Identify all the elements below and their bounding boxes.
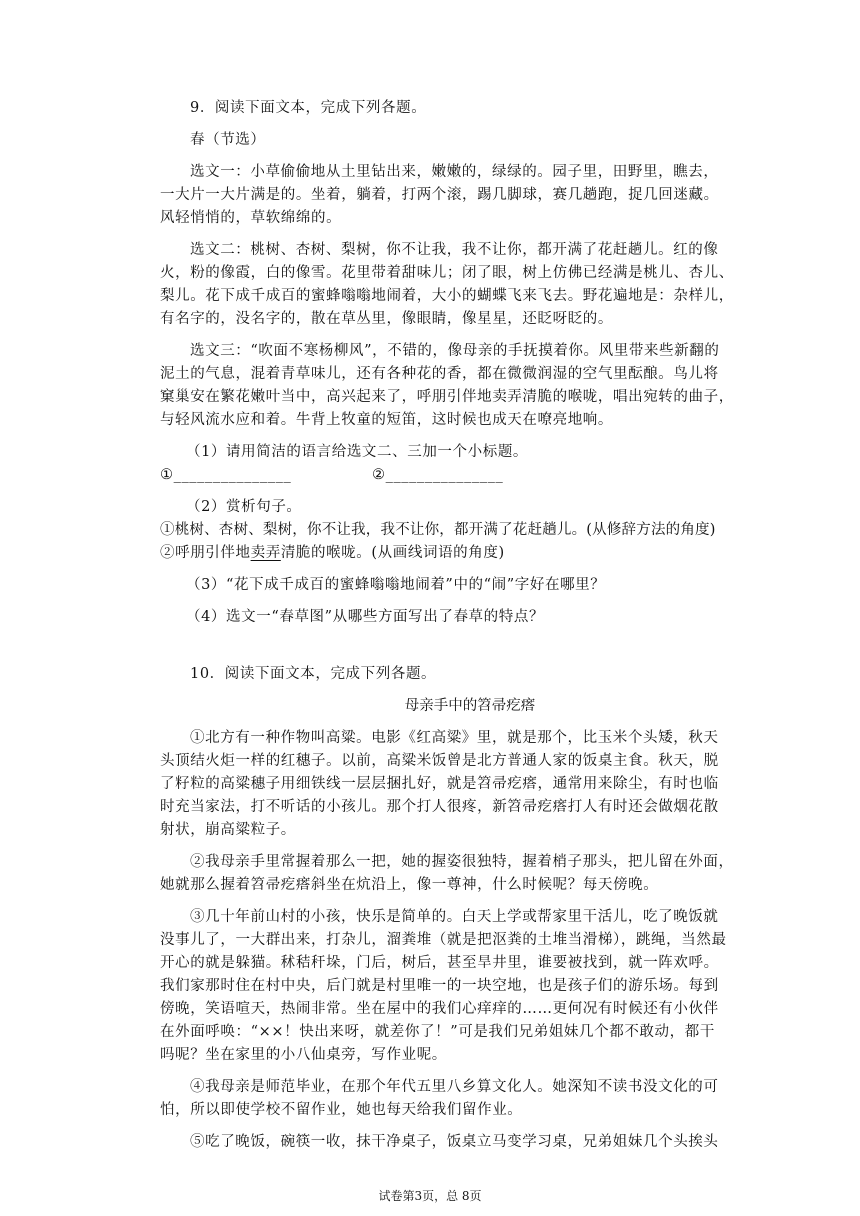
p5-line: ⑤吃了晚饭，碗筷一收，抹干净桌子，饭桌立马变学习桌，兄弟姐妹几个头挨头 bbox=[190, 1134, 719, 1150]
q9-sub2-b bbox=[160, 544, 505, 562]
q9-sub2-b-suffix: 清脆的喉咙。(从画线词语的角度) bbox=[280, 545, 505, 561]
p3-line: 开心的就是躲猫。秫秸秆垛，门后，树后，甚至旱井里，谁要被找到，就一阵欢呼。 bbox=[160, 955, 719, 971]
p1-line: 了籽粒的高粱穗子用细铁线一层层捆扎好，就是笤帚疙瘩，通常用来除尘，有时也临 bbox=[160, 776, 719, 792]
passage3-line: 选文三：“吹面不寒杨柳风”，不错的，像母亲的手抚摸着你。风里带来些新翻的 bbox=[190, 343, 720, 359]
passage2-line: 梨儿。花下成千成百的蜜蜂嗡嗡地闹着，大小的蝴蝶飞来飞去。野花遍地是：杂样儿， bbox=[160, 288, 734, 304]
q9-sub4: （4）选文一“春草图”从哪些方面写出了春草的特点？ bbox=[186, 609, 545, 625]
underlined-word: 卖弄 bbox=[250, 545, 281, 561]
passage3-line: 窠巢安在繁花嫩叶当中，高兴起来了，呼朋引伴地卖弄清脆的喉咙，唱出宛转的曲子， bbox=[160, 389, 734, 405]
q9-sub3: （3）“花下成千成百的蜜蜂嗡嗡地闹着”中的“闹”字好在哪里？ bbox=[186, 577, 606, 593]
passage1-line: 一大片一大片满是的。坐着，躺着，打两个滚，踢几脚球，赛几趟跑，捉几回迷藏。 bbox=[160, 187, 719, 203]
q9-sub2-a: ①桃树、杏树、梨树，你不让我，我不让你，都开满了花赶趟儿。(从修辞方法的角度) bbox=[160, 522, 716, 538]
p3-line: 在外面呼唤：“××！快出来呀，就差你了！”可是我们兄弟姐妹几个都不敢动，都干 bbox=[160, 1024, 715, 1040]
passage1-line: 风轻悄悄的，草软绵绵的。 bbox=[160, 210, 342, 226]
answer-blank-1: ①_______________ bbox=[160, 467, 292, 483]
p3-line: ③几十年前山村的小孩，快乐是简单的。白天上学或帮家里干活儿，吃了晚饭就 bbox=[190, 909, 719, 925]
p3-line: 傍晚，笑语喧天，热闹非常。坐在屋中的我们心痒痒的……更何况有时候还有小伙伴 bbox=[160, 1001, 719, 1017]
p1-line: ①北方有一种作物叫高粱。电影《红高粱》里，就是那个，比玉米个头矮，秋天 bbox=[190, 730, 719, 746]
passage2-line: 有名字的，没名字的，散在草丛里，像眼睛，像星星，还眨呀眨的。 bbox=[160, 311, 613, 327]
p3-line: 吗呢？坐在家里的小八仙桌旁，写作业呢。 bbox=[160, 1047, 447, 1063]
q9-sub2: （2）赏析句子。 bbox=[186, 499, 302, 515]
p3-line: 没事儿了，一大群出来，打杂儿，溜粪堆（就是把沤粪的土堆当滑梯），跳绳，当然最 bbox=[160, 932, 727, 948]
answer-blank-2: ②_______________ bbox=[372, 467, 504, 483]
passage3-line: 与轻风流水应和着。牛背上牧童的短笛，这时候也成天在嘹亮地响。 bbox=[160, 412, 613, 428]
p3-line: 我们家那时住在村中央，后门就是村里唯一的一块空地，也是孩子们的游乐场。每到 bbox=[160, 978, 719, 994]
page-footer: 试卷第3页，总 8页 bbox=[378, 1189, 482, 1203]
p2-line: ②我母亲手里常握着那么一把，她的握姿很独特，握着梢子那头，把儿留在外面， bbox=[190, 854, 734, 870]
p4-line: 怕，所以即使学校不留作业，她也每天给我们留作业。 bbox=[160, 1102, 523, 1118]
p2-line: 她就那么握着笤帚疙瘩斜坐在炕沿上，像一尊神，什么时候呢？每天傍晚。 bbox=[160, 877, 659, 893]
q9-subtitle: 春（节选） bbox=[190, 132, 266, 148]
passage1-line: 选文一：小草偷偷地从土里钻出来，嫩嫩的，绿绿的。园子里，田野里，瞧去， bbox=[190, 164, 719, 180]
p1-line: 射状，崩高粱粒子。 bbox=[160, 822, 296, 838]
passage2-line: 选文二：桃树、杏树、梨树，你不让我，我不让你，都开满了花赶趟儿。红的像 bbox=[190, 242, 719, 258]
q9-sub1: （1）请用简洁的语言给选文二、三加一个小标题。 bbox=[186, 444, 529, 460]
q10-heading: 10．阅读下面文本，完成下列各题。 bbox=[190, 666, 437, 682]
passage3-line: 泥土的气息，混着青草味儿，还有各种花的香，都在微微润湿的空气里酝酿。鸟儿将 bbox=[160, 366, 719, 382]
article-title: 母亲手中的笤帚疙瘩 bbox=[404, 698, 536, 714]
q9-heading: 9．阅读下面文本，完成下列各题。 bbox=[190, 100, 427, 116]
passage2-line: 火，粉的像霞，白的像雪。花里带着甜味儿；闭了眼，树上仿佛已经满是桃儿、杏儿、 bbox=[160, 265, 734, 281]
q9-sub2-b-prefix: ②呼朋引伴地 bbox=[160, 545, 251, 561]
p4-line: ④我母亲是师范毕业，在那个年代五里八乡算文化人。她深知不读书没文化的可 bbox=[190, 1079, 719, 1095]
p1-line: 头顶结火炬一样的红穗子。以前，高粱米饭曾是北方普通人家的饭桌主食。秋天，脱 bbox=[160, 753, 719, 769]
p1-line: 时充当家法，打不听话的小孩儿。那个打人很疼，新笤帚疙瘩打人有时还会做烟花散 bbox=[160, 799, 719, 815]
